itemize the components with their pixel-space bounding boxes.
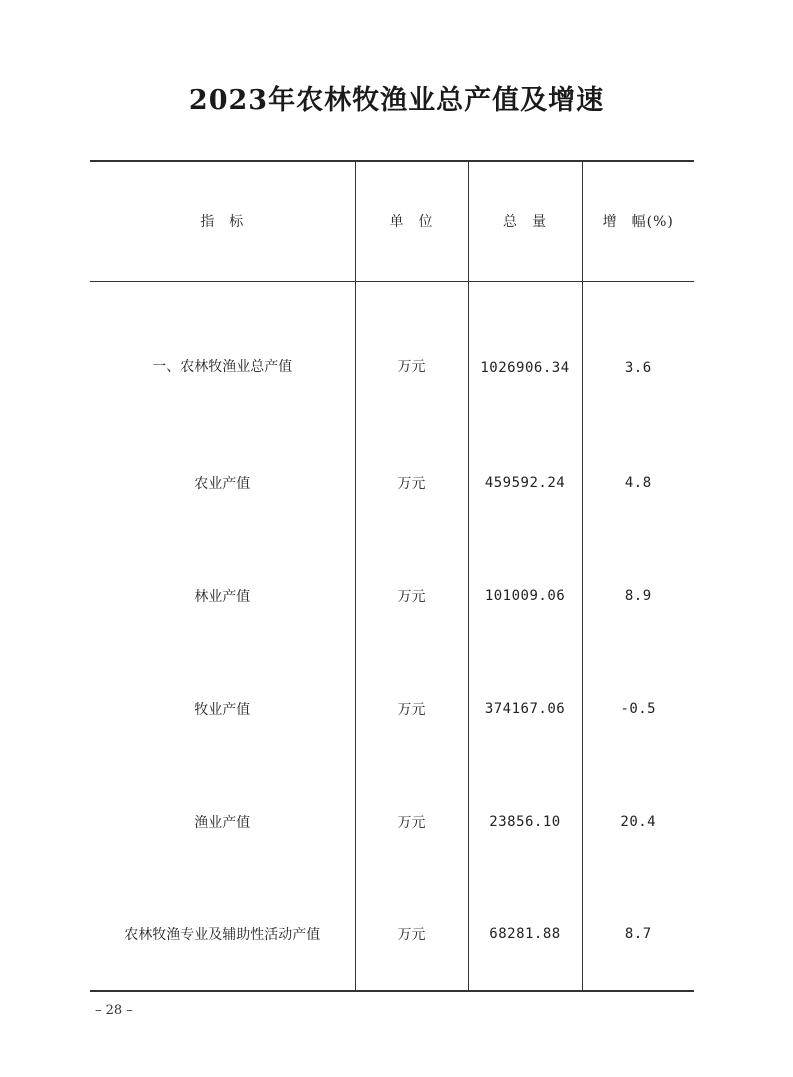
cell-growth: 4.8 bbox=[582, 426, 694, 539]
cell-indicator: 渔业产值 bbox=[194, 814, 251, 831]
cell-indicator: 农林牧渔专业及辅助性活动产值 bbox=[124, 927, 321, 943]
cell-total: 459592.24 bbox=[468, 426, 582, 539]
cell-indicator: 一、农林牧渔业总产值 bbox=[152, 359, 293, 375]
cell-indicator: 农业产值 bbox=[194, 475, 251, 492]
cell-unit: 万元 bbox=[355, 765, 468, 878]
cell-growth: 8.7 bbox=[582, 878, 694, 991]
page-title: 2023年农林牧渔业总产值及增速 bbox=[188, 85, 605, 116]
cell-growth: 3.6 bbox=[582, 281, 694, 426]
cell-indicator: 林业产值 bbox=[194, 588, 251, 605]
header-growth: 增 幅(%) bbox=[582, 161, 694, 281]
cell-unit: 万元 bbox=[355, 878, 468, 991]
cell-growth: 20.4 bbox=[582, 765, 694, 878]
output-table bbox=[90, 160, 694, 992]
cell-growth: -0.5 bbox=[582, 652, 694, 765]
cell-total: 1026906.34 bbox=[468, 281, 582, 426]
cell-growth: 8.9 bbox=[582, 539, 694, 652]
header-total: 总 量 bbox=[468, 161, 582, 281]
table-row bbox=[90, 281, 694, 426]
page-number: – 28 – bbox=[95, 1003, 133, 1018]
table-row bbox=[90, 878, 694, 991]
cell-total: 23856.10 bbox=[468, 765, 582, 878]
cell-unit: 万元 bbox=[355, 539, 468, 652]
header-indicator: 指 标 bbox=[90, 161, 355, 281]
table-header-row bbox=[90, 161, 694, 281]
cell-unit: 万元 bbox=[355, 281, 468, 426]
cell-total: 101009.06 bbox=[468, 539, 582, 652]
table-row bbox=[90, 426, 694, 539]
cell-total: 374167.06 bbox=[468, 652, 582, 765]
cell-indicator: 牧业产值 bbox=[194, 701, 251, 718]
cell-unit: 万元 bbox=[355, 652, 468, 765]
table-row bbox=[90, 652, 694, 765]
cell-unit: 万元 bbox=[355, 426, 468, 539]
header-unit: 单 位 bbox=[355, 161, 468, 281]
cell-total: 68281.88 bbox=[468, 878, 582, 991]
table-row bbox=[90, 765, 694, 878]
table-row bbox=[90, 539, 694, 652]
